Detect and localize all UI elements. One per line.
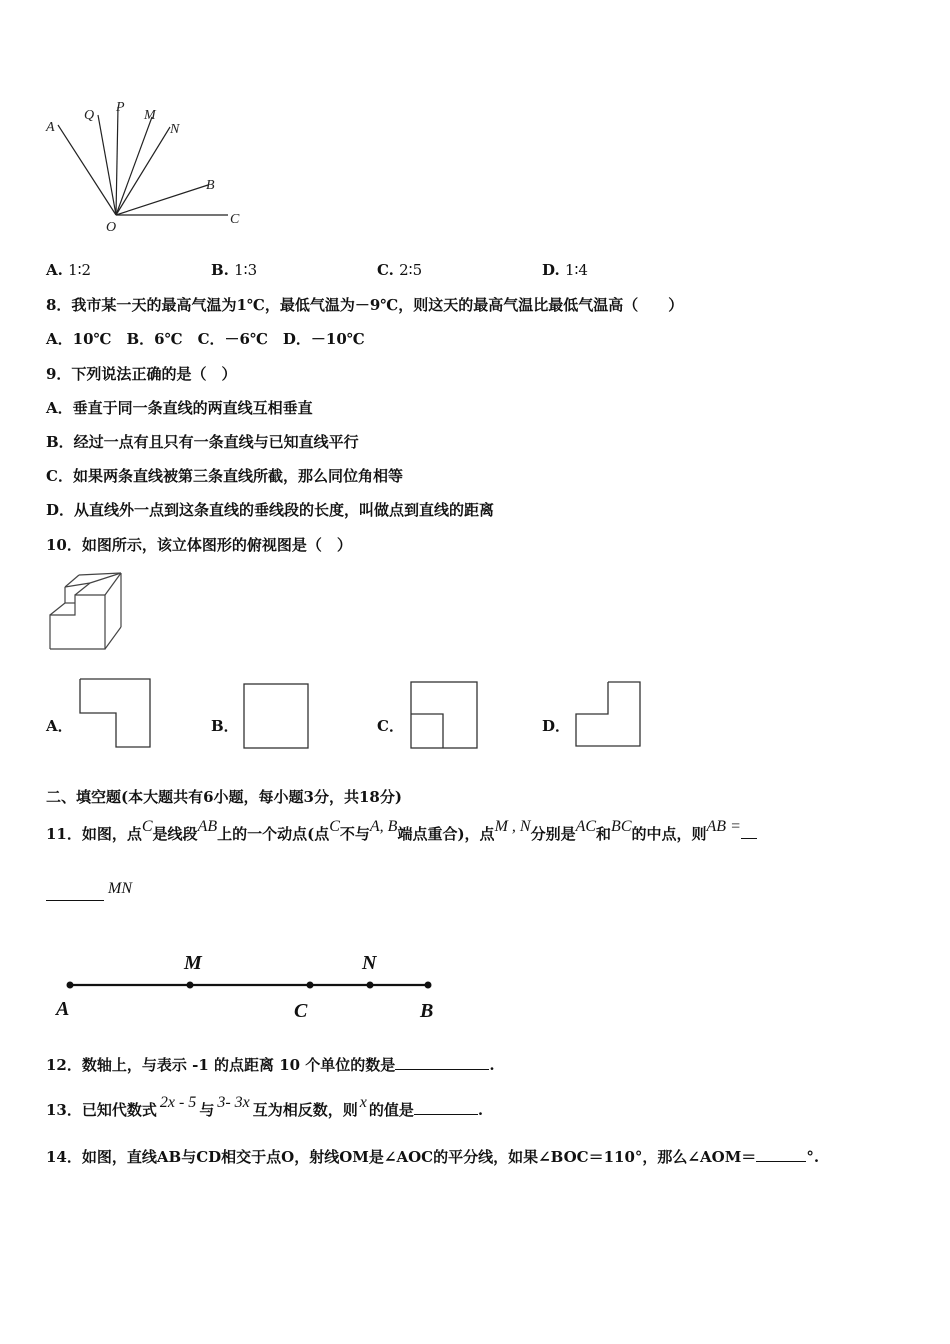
q11-line2: MN	[46, 886, 132, 907]
label-o: O	[106, 220, 117, 235]
q11-line1: 11．如图，点C是线段AB上的一个动点(点C不与A, B端点重合)，点M , N分别是AC和BC的中点，则AB =	[46, 824, 757, 845]
label-p: P	[116, 100, 125, 115]
q10-letter-d: D．	[542, 717, 571, 735]
q10-option-d-figure	[574, 680, 644, 750]
q8-options: A．10℃ B．6℃ C．－6℃ D．－10℃	[46, 330, 365, 348]
seg-label-n: N	[362, 952, 377, 974]
label-m: M	[144, 108, 156, 123]
q9-option-b: B．经过一点有且只有一条直线与已知直线平行	[46, 433, 359, 451]
q7-option-d: D. 1∶4	[542, 261, 588, 279]
q7-option-c: C. 2∶5	[377, 261, 423, 279]
q9-stem: 9．下列说法正确的是（ ）	[46, 365, 237, 383]
rays-figure	[40, 95, 260, 240]
ray-ob	[116, 185, 208, 215]
label-c: C	[230, 212, 240, 227]
q10-letter-a: A．	[46, 717, 73, 735]
seg-label-a: A	[56, 998, 70, 1020]
q10-option-a-figure	[78, 677, 154, 751]
q10-option-c-figure	[409, 680, 479, 750]
q14: 14．如图，直线AB与CD相交于点O，射线OM是∠AOC的平分线，如果∠BOC＝110°，那么∠AOM＝ °.	[46, 1148, 820, 1166]
section-2-title: 二、填空题(本大题共有6小题，每小题3分，共18分)	[46, 788, 402, 806]
label-b: B	[206, 178, 215, 193]
q12-blank[interactable]	[395, 1055, 489, 1070]
q7-option-b: B. 1∶3	[211, 261, 258, 279]
label-a: A	[46, 120, 55, 135]
q12: 12．数轴上，与表示 -1 的点距离 10 个单位的数是 .	[46, 1056, 495, 1074]
q8-stem: 8．我市某一天的最高气温为1℃，最低气温为－9℃，则这天的最高气温比最低气温高（ ）	[46, 296, 684, 314]
ray-op	[116, 107, 118, 215]
q7-option-a: A. 1∶2	[46, 261, 92, 279]
seg-label-c: C	[294, 1000, 308, 1022]
q13-blank[interactable]	[414, 1100, 478, 1115]
q10-stem: 10．如图所示，该立体图形的俯视图是（ ）	[46, 536, 352, 554]
q10-letter-c: C．	[377, 717, 404, 735]
segment-figure	[50, 945, 460, 1025]
seg-label-m: M	[184, 952, 202, 974]
q11-blank-start[interactable]	[741, 824, 757, 839]
seg-label-b: B	[420, 1000, 434, 1022]
q14-blank[interactable]	[756, 1147, 806, 1162]
q11-blank[interactable]	[46, 886, 104, 901]
solid-figure	[45, 565, 135, 657]
q10-letter-b: B．	[211, 717, 239, 735]
label-n: N	[170, 122, 180, 137]
q13: 13．已知代数式 2x - 5 与 3- 3x 互为相反数，则 x 的值是 .	[46, 1094, 484, 1119]
q10-option-b-figure	[242, 682, 310, 750]
q9-option-c: C．如果两条直线被第三条直线所截，那么同位角相等	[46, 467, 403, 485]
label-q: Q	[84, 108, 95, 123]
q9-option-a: A．垂直于同一条直线的两直线互相垂直	[46, 399, 313, 417]
q9-option-d: D．从直线外一点到这条直线的垂线段的长度，叫做点到直线的距离	[46, 501, 495, 519]
